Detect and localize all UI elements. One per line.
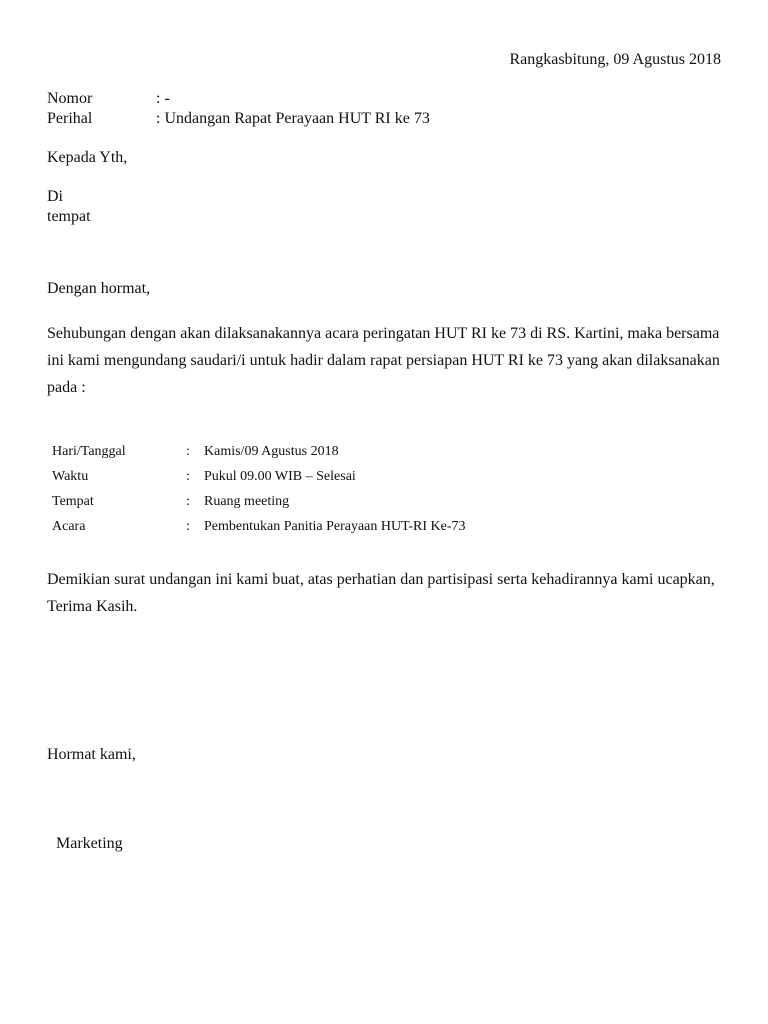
nomor-label: Nomor — [47, 90, 93, 107]
detail-separator: : — [186, 519, 190, 534]
recipient-line: Kepada Yth, — [47, 149, 128, 166]
nomor-value: : - — [156, 90, 170, 107]
opening-paragraph: Sehubungan dengan akan dilaksanakannya acara peringatan HUT RI ke 73 di RS. Kartini, maka bersama ini kami mengundang saudari/i untuk hadir dalam rapat persiapan HUT RI ke 73 yang akan dilaksanakan pada : — [47, 325, 720, 396]
greeting: Dengan hormat, — [47, 280, 151, 297]
detail-value: Pembentukan Panitia Perayaan HUT-RI Ke-73 — [204, 519, 466, 534]
detail-label: Acara — [52, 519, 86, 534]
di-line: Di — [47, 188, 63, 205]
detail-value: Kamis/09 Agustus 2018 — [204, 444, 339, 459]
detail-label: Tempat — [52, 494, 94, 509]
perihal-label: Perihal — [47, 110, 93, 127]
detail-value: Ruang meeting — [204, 494, 290, 509]
detail-value: Pukul 09.00 WIB – Selesai — [204, 469, 356, 484]
closing-line: Hormat kami, — [47, 746, 136, 763]
detail-separator: : — [186, 444, 190, 459]
detail-separator: : — [186, 469, 190, 484]
detail-separator: : — [186, 494, 190, 509]
detail-label: Hari/Tanggal — [52, 444, 126, 459]
place-date: Rangkasbitung, 09 Agustus 2018 — [509, 51, 721, 68]
signer-name: Marketing — [56, 835, 123, 852]
detail-label: Waktu — [52, 469, 89, 484]
perihal-value: : Undangan Rapat Perayaan HUT RI ke 73 — [156, 110, 430, 127]
closing-paragraph: Demikian surat undangan ini kami buat, atas perhatian dan partisipasi serta kehadirannya kami ucapkan, Terima Kasih. — [47, 571, 715, 615]
tempat-line: tempat — [47, 208, 91, 225]
